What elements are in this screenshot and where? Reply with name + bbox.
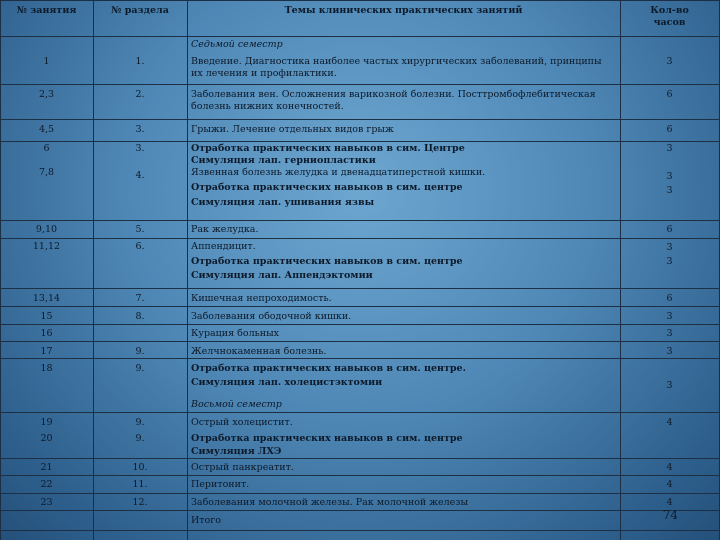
lesson-number: 2,3 xyxy=(38,89,55,100)
topic-text: Рак желудка. xyxy=(191,224,259,235)
hours-value: 3 xyxy=(666,256,673,267)
section-number: 4. xyxy=(135,170,145,181)
grid-line xyxy=(0,119,720,120)
lesson-number: 22 xyxy=(40,479,53,490)
semester-seven-label: Седьмой семестр xyxy=(191,39,283,50)
topic-text: болезнь нижних конечностей. xyxy=(191,101,344,112)
topic-text: Отработка практических навыков в сим. центре xyxy=(191,256,463,267)
section-number: 8. xyxy=(135,311,145,322)
grid-line xyxy=(0,358,720,359)
grid-line xyxy=(0,475,720,476)
grid-line xyxy=(0,0,1,540)
grid-line xyxy=(0,530,720,531)
total-label: Итого xyxy=(191,515,221,526)
section-number: 9. xyxy=(135,346,145,357)
topic-text: Язвенная болезнь желудка и двенадцатиперстной кишки. xyxy=(191,167,486,178)
section-number: 2. xyxy=(135,89,145,100)
header-section-number: № раздела xyxy=(111,5,169,16)
grid-line xyxy=(0,141,720,142)
grid-line xyxy=(0,341,720,342)
section-number: 11. xyxy=(132,479,148,490)
topic-text: Кишечная непроходимость. xyxy=(191,293,332,304)
hours-value: 3 xyxy=(666,56,673,67)
grid-line xyxy=(0,288,720,289)
topic-text: Отработка практических навыков в сим. центре xyxy=(191,182,463,193)
hours-value: 4 xyxy=(666,497,673,508)
grid-line xyxy=(0,84,720,85)
topic-text: Заболевания вен. Осложнения варикозной болезни. Посттромбофлебитическая xyxy=(191,89,596,100)
topic-text: Перитонит. xyxy=(191,479,250,490)
topic-text: их лечения и профилактики. xyxy=(191,68,337,79)
lesson-number: 11,12 xyxy=(32,241,61,252)
section-number: 6. xyxy=(135,241,145,252)
semester-eight-label: Восьмой семестр xyxy=(191,399,282,410)
topic-text: Симуляция ЛХЭ xyxy=(191,446,282,457)
topic-text: Введение. Диагностика наиболее частых хирургических заболеваний, принципы xyxy=(191,56,602,67)
grid-line xyxy=(0,0,720,1)
grid-line xyxy=(0,238,720,239)
hours-value: 3 xyxy=(666,328,673,339)
section-number: 3. xyxy=(135,143,145,154)
lesson-number: 9,10 xyxy=(35,224,58,235)
grid-line xyxy=(0,36,720,37)
hours-value: 3 xyxy=(666,185,673,196)
hours-value: 3 xyxy=(666,171,673,182)
section-number: 9. xyxy=(135,433,145,444)
topic-text: Симуляция лап. герниопластики xyxy=(191,155,376,166)
topic-text: Острый панкреатит. xyxy=(191,462,294,473)
total-value: 74 xyxy=(662,508,678,522)
topic-text: Заболевания ободочной кишки. xyxy=(191,311,352,322)
lesson-number: 21 xyxy=(40,462,53,473)
lesson-number: 16 xyxy=(40,328,53,339)
lesson-number: 1 xyxy=(43,56,50,67)
grid-line xyxy=(0,510,720,511)
grid-line xyxy=(0,412,720,413)
section-number: 9. xyxy=(135,417,145,428)
grid-line xyxy=(93,0,94,540)
topic-text: Желчнокаменная болезнь. xyxy=(191,346,327,357)
section-number: 9. xyxy=(135,363,145,374)
section-number: 5. xyxy=(135,224,145,235)
hours-value: 3 xyxy=(666,380,673,391)
header-lesson-number: № занятия xyxy=(16,5,77,16)
lesson-number: 20 xyxy=(40,433,53,444)
lesson-number: 18 xyxy=(40,363,53,374)
lesson-number: 7,8 xyxy=(38,167,55,178)
hours-value: 3 xyxy=(666,311,673,322)
topic-text: Симуляция лап. холецистэктомии xyxy=(191,377,383,388)
topic-text: Курация больных xyxy=(191,328,280,339)
section-number: 3. xyxy=(135,124,145,135)
lesson-number: 4,5 xyxy=(38,124,55,135)
grid-line xyxy=(0,306,720,307)
grid-line xyxy=(0,458,720,459)
hours-value: 6 xyxy=(666,124,673,135)
hours-value: 3 xyxy=(666,242,673,253)
lesson-number: 6 xyxy=(43,143,50,154)
topic-text: Отработка практических навыков в сим. Центре xyxy=(191,143,465,154)
hours-value: 6 xyxy=(666,224,673,235)
lesson-number: 23 xyxy=(40,497,53,508)
hours-value: 4 xyxy=(666,462,673,473)
grid-line xyxy=(620,0,621,540)
lesson-number: 15 xyxy=(40,311,53,322)
topic-text: Отработка практических навыков в сим. центре xyxy=(191,433,463,444)
hours-value: 6 xyxy=(666,89,673,100)
topic-text: Аппендицит. xyxy=(191,241,256,252)
section-number: 7. xyxy=(135,293,145,304)
hours-value: 4 xyxy=(666,479,673,490)
hours-value: 4 xyxy=(666,417,673,428)
header-hours-line2: часов xyxy=(653,17,686,28)
grid-line xyxy=(0,324,720,325)
topic-text: Заболевания молочной железы. Рак молочной железы xyxy=(191,497,469,508)
topic-text: Симуляция лап. Аппендэктомии xyxy=(191,270,373,281)
topic-text: Симуляция лап. ушивания язвы xyxy=(191,197,375,208)
section-number: 10. xyxy=(132,462,148,473)
hours-value: 3 xyxy=(666,143,673,154)
lesson-number: 17 xyxy=(40,346,53,357)
grid-line xyxy=(187,0,188,540)
topic-text: Острый холецистит. xyxy=(191,417,293,428)
grid-line xyxy=(0,493,720,494)
hours-value: 6 xyxy=(666,293,673,304)
lesson-number: 19 xyxy=(40,417,53,428)
topic-text: Отработка практических навыков в сим. центре. xyxy=(191,363,466,374)
section-number: 12. xyxy=(132,497,148,508)
header-topics: Темы клинических практических занятий xyxy=(284,5,523,16)
topic-text: Грыжи. Лечение отдельных видов грыж xyxy=(191,124,394,135)
grid-line xyxy=(0,220,720,221)
lesson-number: 13,14 xyxy=(32,293,61,304)
hours-value: 3 xyxy=(666,346,673,357)
header-hours-line1: Кол-во xyxy=(650,5,689,16)
section-number: 1. xyxy=(135,56,145,67)
